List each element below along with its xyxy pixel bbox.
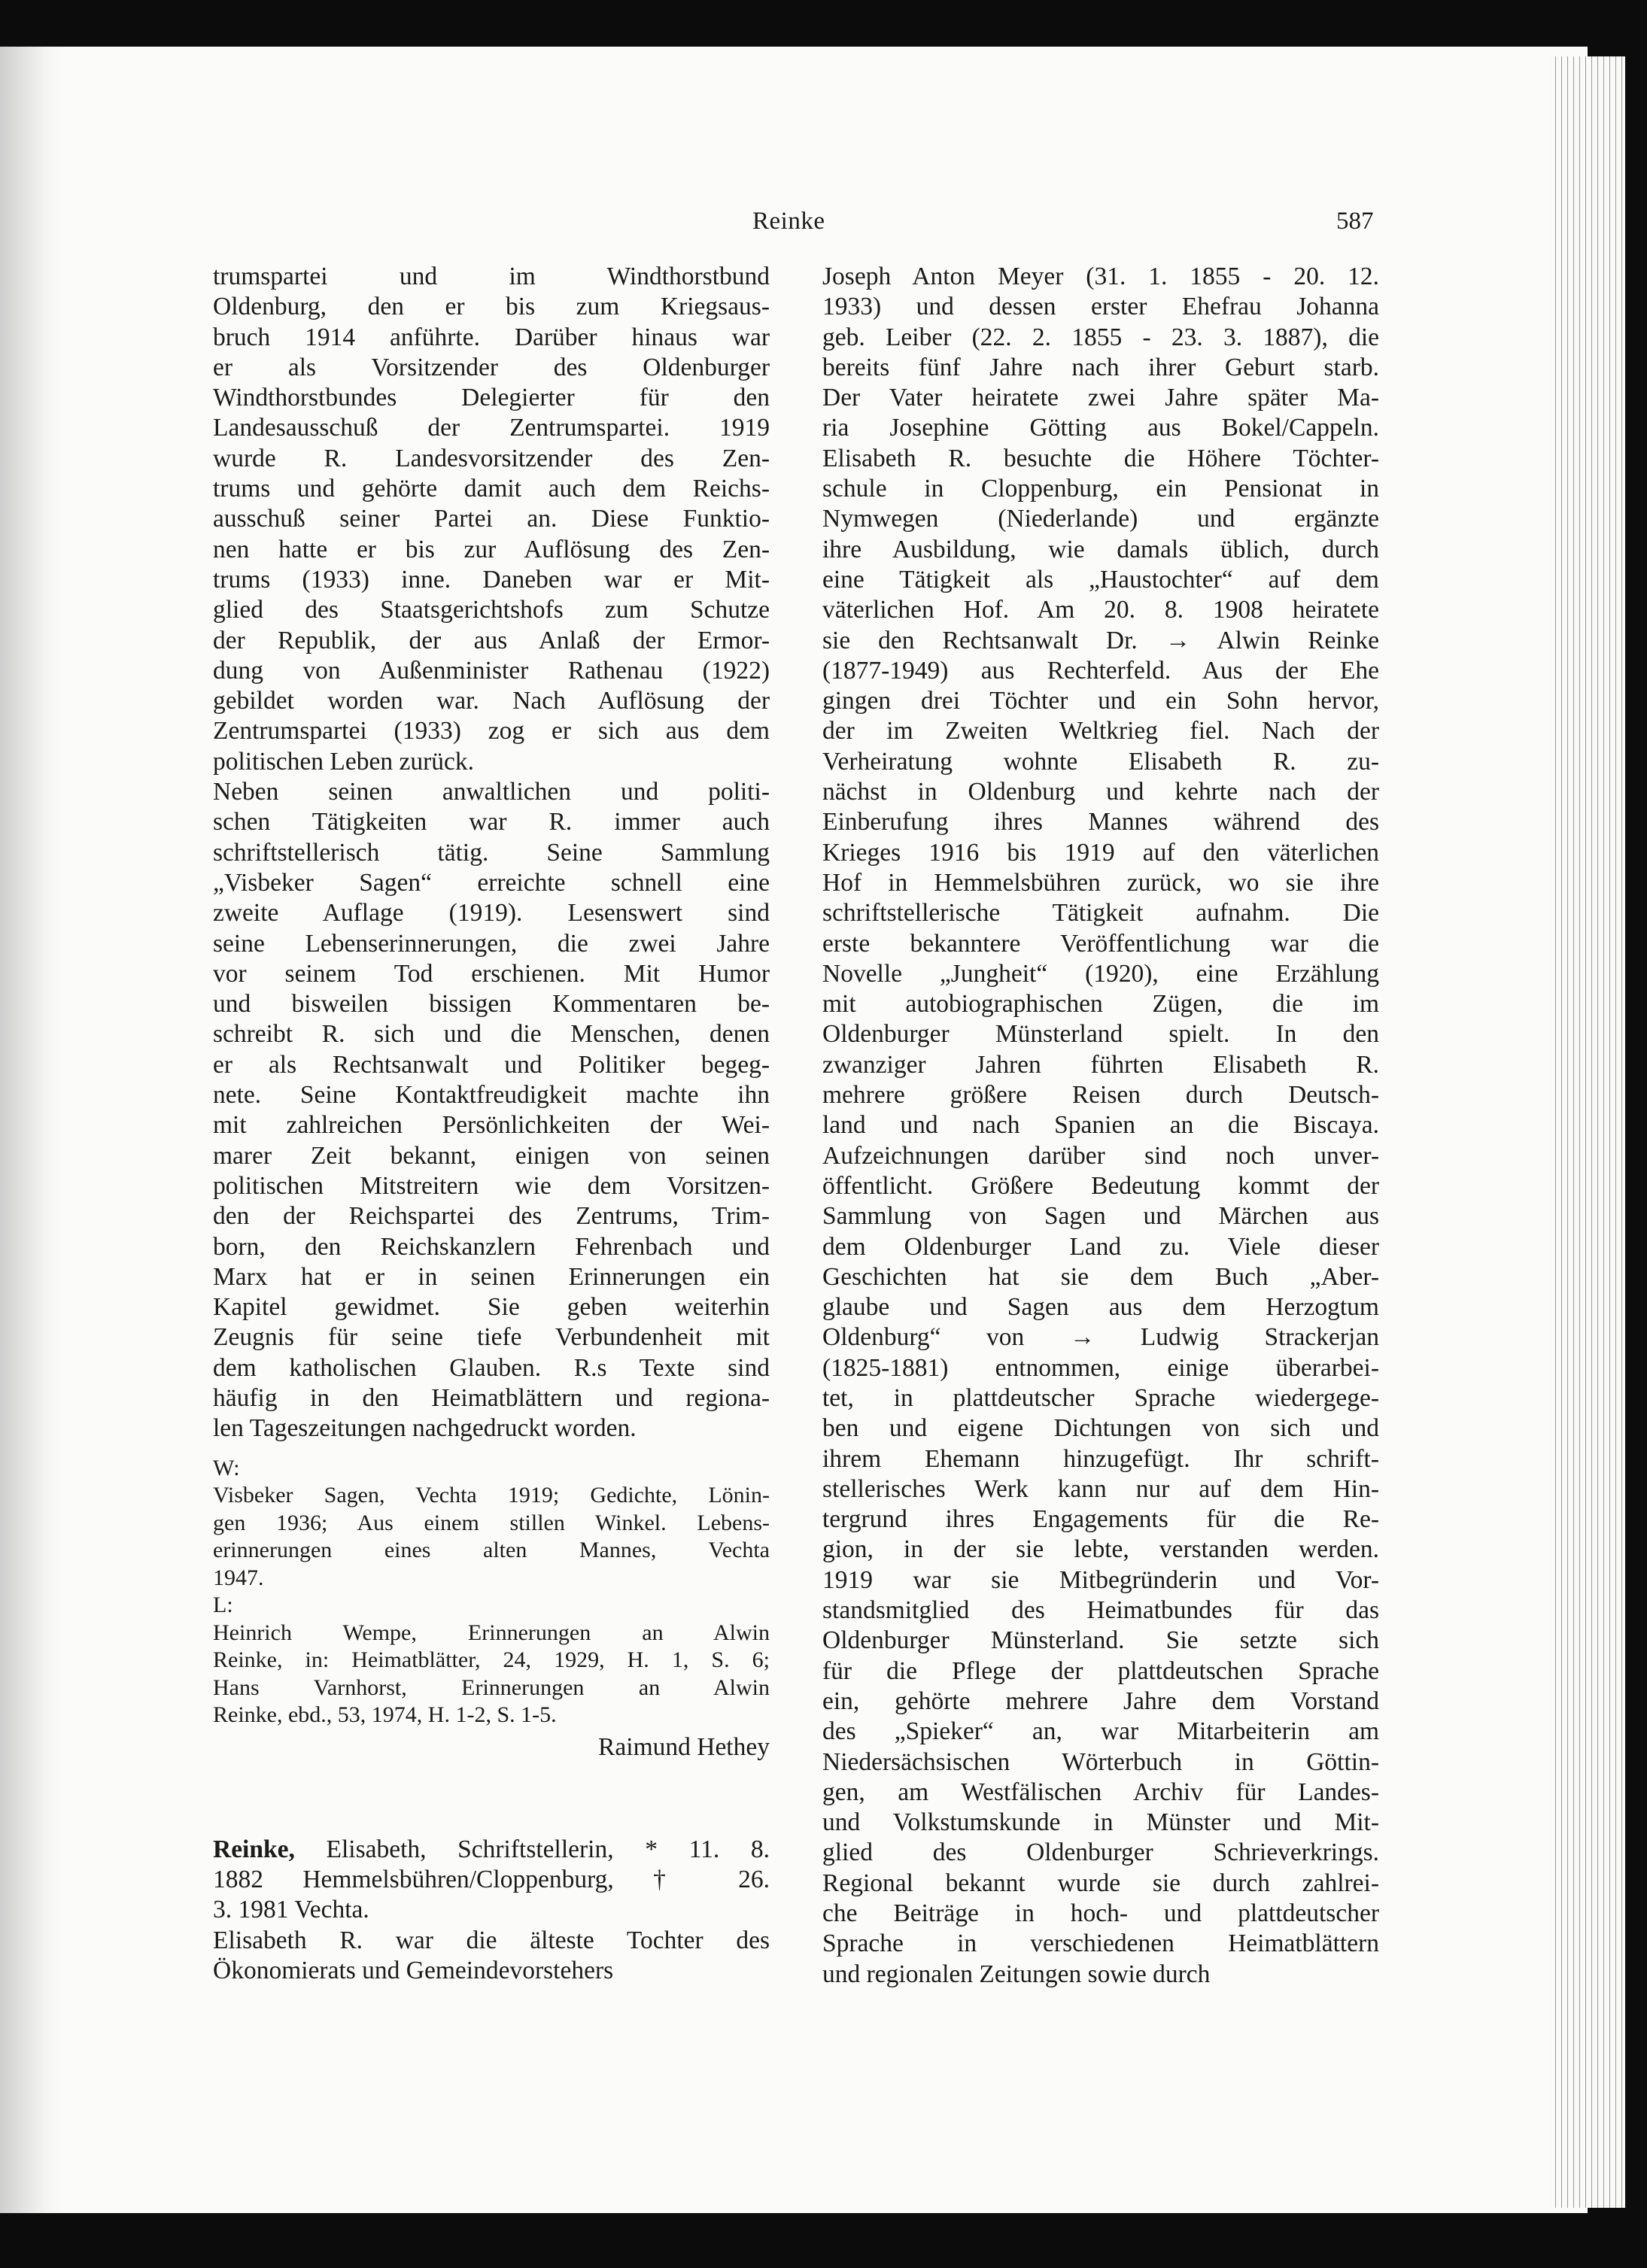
text-line: erste bekanntere Veröffentlichung war die — [822, 929, 1379, 958]
text-line: häufig in den Heimatblättern und regiona- — [213, 1383, 770, 1412]
text-line: born, den Reichskanzlern Fehrenbach und — [213, 1232, 770, 1261]
text-line: Niedersächsischen Wörterbuch in Göttin- — [822, 1747, 1379, 1776]
text-line: ein, gehörte mehrere Jahre dem Vorstand — [822, 1687, 1379, 1715]
text-line: eine Tätigkeit als „Haustochter“ auf dem — [822, 565, 1379, 594]
text-line: ihrem Ehemann hinzugefügt. Ihr schrift- — [822, 1444, 1379, 1473]
text-line: Nymwegen (Niederlande) und ergänzte — [822, 505, 1379, 533]
text-line: bruch 1914 anführte. Darüber hinaus war — [213, 323, 770, 351]
text-line: (1825-1881) entnommen, einige überarbei- — [822, 1353, 1379, 1382]
text-line: er als Vorsitzender des Oldenburger — [213, 353, 770, 381]
text-line: ausschuß seiner Partei an. Diese Funktio- — [213, 505, 770, 533]
text-line: Hans Varnhorst, Erinnerungen an Alwin — [213, 1674, 770, 1700]
text-line: ben und eigene Dichtungen von sich und — [822, 1414, 1379, 1443]
text-line: nete. Seine Kontaktfreudigkeit machte ihn — [213, 1081, 770, 1110]
text-line: schriftstellerische Tätigkeit aufnahm. Die — [822, 899, 1379, 928]
text-line: geb. Leiber (22. 2. 1855 - 23. 3. 1887), die — [822, 323, 1379, 351]
text-line: Elisabeth R. war die älteste Tochter des — [213, 1926, 770, 1954]
text-line: marer Zeit bekannt, einigen von seinen — [213, 1141, 770, 1170]
text-line: mehrere größere Reisen durch Deutsch- — [822, 1081, 1379, 1110]
text-line: mit autobiographischen Zügen, die im — [822, 990, 1379, 1019]
text-line: Regional bekannt wurde sie durch zahlrei- — [822, 1869, 1379, 1897]
text-line: schreibt R. sich und die Menschen, denen — [213, 1020, 770, 1049]
text-line: Heinrich Wempe, Erinnerungen an Alwin — [213, 1620, 770, 1645]
text-line: Reinke, in: Heimatblätter, 24, 1929, H. 1, S. 6; — [213, 1647, 770, 1673]
text-line: für die Pflege der plattdeutschen Sprache — [822, 1656, 1379, 1685]
text-line: politischen Leben zurück. — [213, 747, 474, 776]
text-line: tergrund ihres Engagements für die Re- — [822, 1505, 1379, 1534]
text-line: trumspartei und im Windthorstbund — [213, 263, 770, 290]
text-line: Oldenburg“ von → Ludwig Strackerjan — [822, 1323, 1379, 1352]
text-line: erinnerungen eines alten Mannes, Vechta — [213, 1538, 770, 1563]
text-line: gingen drei Töchter und ein Sohn hervor, — [822, 687, 1379, 715]
right-body-text — [822, 262, 1379, 1990]
text-line: vor seinem Tod erschienen. Mit Humor — [213, 959, 770, 988]
entry-heading — [213, 1835, 770, 1865]
text-line: Oldenburg, den er bis zum Kriegsaus- — [213, 293, 770, 321]
text-line: mit zahlreichen Persönlichkeiten der Wei- — [213, 1111, 770, 1140]
text-line: Zentrumspartei (1933) zog er sich aus dem — [213, 717, 770, 745]
article-author: Raimund Hethey — [598, 1732, 770, 1761]
entry-text — [213, 1865, 770, 1986]
text-line: er als Rechtsanwalt und Politiker begeg- — [213, 1050, 770, 1079]
text-line: sie den Rechtsanwalt Dr. → Alwin Reinke — [822, 626, 1379, 654]
text-line: nächst in Oldenburg und kehrte nach der — [822, 778, 1379, 806]
text-line: den der Reichspartei des Zentrums, Trim- — [213, 1202, 770, 1231]
text-line: glied des Staatsgerichtshofs zum Schutze — [213, 596, 770, 624]
text-line: wurde R. Landesvorsitzender des Zen- — [213, 444, 770, 472]
text-line: che Beiträge in hoch- und plattdeutscher — [822, 1899, 1379, 1928]
text-line: glaube und Sagen aus dem Herzogtum — [822, 1293, 1379, 1322]
text-line: gen, am Westfälischen Archiv für Landes- — [822, 1778, 1379, 1806]
text-line: und Volkstumskunde in Münster und Mit- — [822, 1808, 1379, 1837]
text-line: Sammlung von Sagen und Märchen aus — [822, 1202, 1379, 1231]
text-line: Krieges 1916 bis 1919 auf den väterlichen — [822, 838, 1379, 867]
text-line: des „Spieker“ an, war Mitarbeiterin am — [822, 1717, 1379, 1746]
text-line: trums und gehörte damit auch dem Reichs- — [213, 475, 770, 503]
text-line: Ökonomierats und Gemeindevorstehers — [213, 1957, 614, 1985]
page-gutter-shadow — [0, 47, 64, 2213]
entry-name: Reinke, — [213, 1835, 295, 1863]
text-line: Verheiratung wohnte Elisabeth R. zu- — [822, 747, 1379, 776]
left-column — [213, 262, 770, 1986]
text-line: Visbeker Sagen, Vechta 1919; Gedichte, Lönin- — [213, 1483, 770, 1508]
text-line: 1947. — [213, 1565, 264, 1590]
text-line: land und nach Spanien an die Biscaya. — [822, 1111, 1379, 1140]
text-line: und regionalen Zeitungen sowie durch — [822, 1960, 1211, 1988]
text-line: gion, in der sie lebte, verstanden werden. — [822, 1535, 1379, 1564]
text-line: zwanziger Jahren führten Elisabeth R. — [822, 1050, 1379, 1079]
text-line: nen hatte er bis zur Auflösung des Zen- — [213, 535, 770, 563]
text-line: Joseph Anton Meyer (31. 1. 1855 - 20. 12. — [822, 263, 1379, 290]
works-list — [213, 1482, 770, 1592]
literature-list — [213, 1620, 770, 1729]
text-line: „Visbeker Sagen“ erreichte schnell eine — [213, 868, 770, 897]
text-line: und bisweilen bissigen Kommentaren be- — [213, 990, 770, 1019]
text-line: schriftstellerisch tätig. Seine Sammlung — [213, 838, 770, 867]
text-line: 3. 1981 Vechta. — [213, 1896, 369, 1924]
text-line: Oldenburger Münsterland spielt. In den — [822, 1020, 1379, 1049]
text-line: ria Josephine Götting aus Bokel/Cappeln. — [822, 414, 1379, 442]
text-line: schule in Cloppenburg, ein Pensionat in — [822, 475, 1379, 503]
left-body-text — [213, 262, 770, 1444]
text-line: trums (1933) inne. Daneben war er Mit- — [213, 565, 770, 594]
text-line: Der Vater heiratete zwei Jahre später Ma- — [822, 384, 1379, 412]
text-line: Elisabeth R. besuchte die Höhere Töchter- — [822, 444, 1379, 472]
text-line: glied des Oldenburger Schrieverkrings. — [822, 1838, 1379, 1867]
works-label: W: — [213, 1455, 240, 1480]
page-number: 587 — [1336, 208, 1374, 235]
text-line: Einberufung ihres Mannes während des — [822, 808, 1379, 836]
text-line: schen Tätigkeiten war R. immer auch — [213, 808, 770, 836]
text-line: dung von Außenminister Rathenau (1922) — [213, 656, 770, 685]
text-line: Reinke, ebd., 53, 1974, H. 1-2, S. 1-5. — [213, 1702, 557, 1728]
text-line: standsmitglied des Heimatbundes für das — [822, 1596, 1379, 1625]
text-line: politischen Mitstreitern wie dem Vorsitzen- — [213, 1171, 770, 1200]
text-line: Aufzeichnungen darüber sind noch unver- — [822, 1141, 1379, 1170]
text-line: gen 1936; Aus einem stillen Winkel. Lebens- — [213, 1510, 770, 1535]
text-line: len Tageszeitungen nachgedruckt worden. — [213, 1414, 637, 1443]
text-line: Novelle „Jungheit“ (1920), eine Erzählung — [822, 959, 1379, 988]
text-line: öffentlicht. Größere Bedeutung kommt der — [822, 1171, 1379, 1200]
text-line: 1933) und dessen erster Ehefrau Johanna — [822, 293, 1379, 321]
page-edges — [1550, 56, 1625, 2208]
text-line: zweite Auflage (1919). Lesenswert sind — [213, 899, 770, 928]
literature-label: L: — [213, 1592, 233, 1618]
text-line: Marx hat er in seinen Erinnerungen ein — [213, 1262, 770, 1291]
text-line: Sprache in verschiedenen Heimatblättern — [822, 1929, 1379, 1958]
running-header-title: Reinke — [752, 208, 825, 235]
text-line: Kapitel gewidmet. Sie geben weiterhin — [213, 1293, 770, 1322]
text-line: Landesausschuß der Zentrumspartei. 1919 — [213, 414, 770, 442]
text-line: der Republik, der aus Anlaß der Ermor- — [213, 626, 770, 654]
text-line: der im Zweiten Weltkrieg fiel. Nach der — [822, 717, 1379, 745]
text-line: Oldenburger Münsterland. Sie setzte sich — [822, 1626, 1379, 1655]
text-line: 1882 Hemmelsbühren/Cloppenburg, † 26. — [213, 1866, 770, 1894]
text-line: 1919 war sie Mitbegründerin und Vor- — [822, 1565, 1379, 1594]
text-line: Zeugnis für seine tiefe Verbundenheit mit — [213, 1323, 770, 1352]
text-line: dem katholischen Glauben. R.s Texte sind — [213, 1353, 770, 1382]
entry-heading-rest: Elisabeth, Schriftstellerin, * 11. 8. — [294, 1835, 770, 1863]
text-line: Neben seinen anwaltlichen und politi- — [213, 778, 770, 806]
text-line: stellerisches Werk kann nur auf dem Hin- — [822, 1474, 1379, 1503]
text-line: Windthorstbundes Delegierter für den — [213, 384, 770, 412]
text-line: dem Oldenburger Land zu. Viele dieser — [822, 1232, 1379, 1261]
text-line: seine Lebenserinnerungen, die zwei Jahre — [213, 929, 770, 958]
text-line: tet, in plattdeutscher Sprache wiedergege- — [822, 1383, 1379, 1412]
text-line: ihre Ausbildung, wie damals üblich, durch — [822, 535, 1379, 563]
right-column — [822, 262, 1379, 1990]
text-line: Geschichten hat sie dem Buch „Aber- — [822, 1262, 1379, 1291]
text-line: gebildet worden war. Nach Auflösung der — [213, 687, 770, 715]
text-line: bereits fünf Jahre nach ihrer Geburt starb. — [822, 353, 1379, 381]
text-line: (1877-1949) aus Rechterfeld. Aus der Ehe — [822, 656, 1379, 685]
text-line: Hof in Hemmelsbühren zurück, wo sie ihre — [822, 868, 1379, 897]
text-line: väterlichen Hof. Am 20. 8. 1908 heiratete — [822, 596, 1379, 624]
